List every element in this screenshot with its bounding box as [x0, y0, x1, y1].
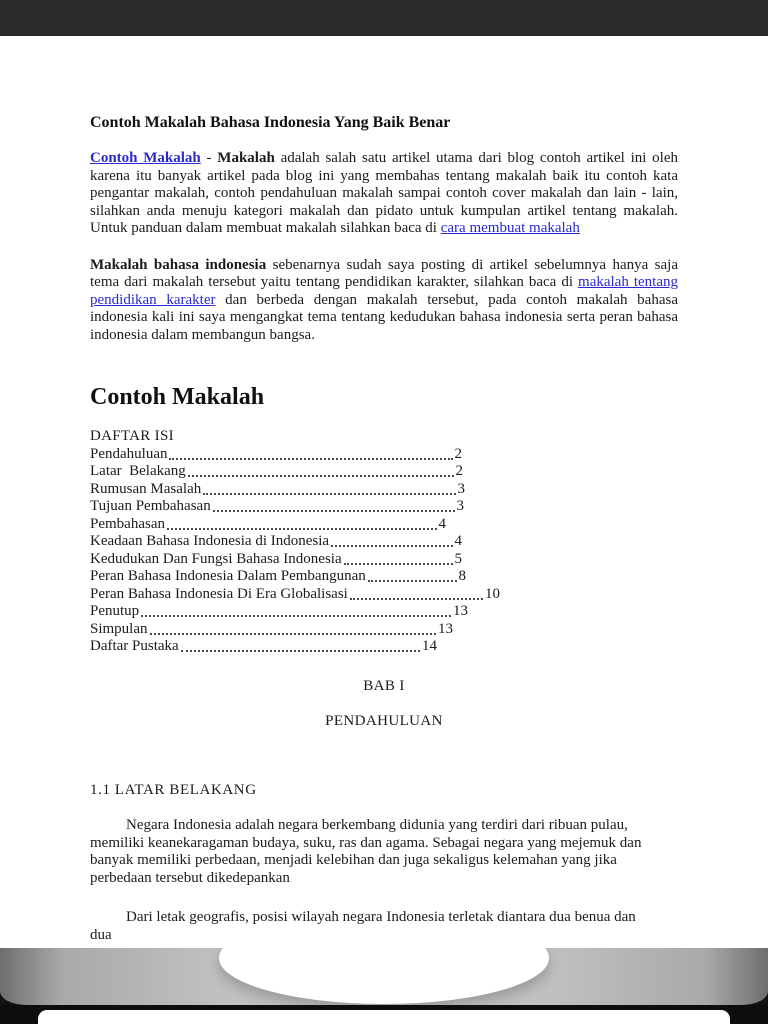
toc-label: Kedudukan Dan Fungsi Bahasa Indonesia — [90, 550, 342, 567]
toc-label: Tujuan Pembahasan — [90, 498, 211, 514]
toc-entry-pendahuluan — [90, 446, 462, 464]
toc-entry-kedudukan-fungsi — [90, 551, 462, 569]
toc-entry-keadaan-bahasa — [90, 533, 462, 551]
dot-leader — [331, 545, 452, 547]
toc-label: Latar Belakang — [90, 463, 186, 479]
toc-heading: DAFTAR ISI — [90, 428, 174, 444]
table-of-contents — [90, 428, 678, 656]
dot-leader — [368, 580, 457, 582]
dot-leader — [141, 615, 451, 617]
intro-text: adalah salah satu artikel utama dari blog contoh artikel ini oleh karena itu banyak artikel pada blog ini yang membahas tentang makalah baik itu contoh kata pengantar makalah, contoh pendahuluan makalah sampai contoh cover makalah dan lain - lain, silahkan anda menuju kategori makalah dan pidato untuk kumpulan artikel tentang makalah. Untuk panduan dalam membuat makalah silahkan baca di — [90, 150, 678, 236]
toc-entry-peran-pembangunan — [90, 568, 466, 586]
para2-bold-lead: Makalah bahasa indonesia — [90, 256, 267, 273]
toc-entry-penutup — [90, 603, 468, 621]
contoh-makalah-link[interactable]: Contoh Makalah — [90, 150, 201, 166]
dot-leader — [181, 650, 420, 652]
toc-page-number: 13 — [453, 603, 468, 619]
dot-leader — [150, 633, 436, 635]
toc-label: Pendahuluan — [90, 445, 168, 462]
dot-leader — [167, 528, 437, 530]
toc-page-number: 4 — [438, 515, 446, 532]
viewer-bottom-bar — [0, 1005, 768, 1024]
toc-page-number: 14 — [422, 638, 437, 654]
toc-page-number: 13 — [438, 620, 453, 637]
intro-separator: - — [200, 150, 218, 166]
dot-leader — [203, 493, 455, 495]
para2-text-2: dan berbeda dengan makalah tersebut, pada contoh makalah bahasa indonesia kali ini saya mengangkat tema tentang kedudukan bahasa indonesia serta peran bahasa indonesia dalam membangun bangsa. — [90, 291, 678, 343]
toc-entry-latar-belakang — [90, 463, 463, 481]
next-page-top-edge — [38, 1010, 730, 1024]
toc-page-number: 2 — [454, 445, 462, 462]
toc-label: Pembahasan — [90, 515, 165, 532]
toc-label: Penutup — [90, 603, 140, 619]
makalah-pendidikan-karakter-link[interactable]: makalah tentang pendidikan karakter — [90, 274, 678, 308]
page-curl — [219, 948, 549, 1004]
toc-page-number: 3 — [456, 498, 464, 514]
toc-page-number: 4 — [454, 533, 462, 549]
dot-leader — [344, 563, 453, 565]
toc-entry-peran-globalisasi — [90, 586, 500, 604]
toc-page-number: 8 — [458, 568, 466, 584]
viewer-top-bar — [0, 0, 768, 36]
latar-belakang-paragraph: Negara Indonesia adalah negara berkembang didunia yang terdiri dari ribuan pulau, memiliki keanekaragaman budaya, suku, ras dan agama. Sebagai negara yang mejemuk dan banyak memiliki perbedaan, menjadi kelebihan dan juga sekaligus kelemahan yang jika perbedaan tersebut dikedepankan — [90, 817, 642, 886]
toc-label: Simpulan — [90, 620, 148, 637]
page-transition-area — [0, 948, 768, 1024]
toc-entry-tujuan-pembahasan — [90, 498, 464, 516]
dot-leader — [350, 598, 483, 600]
dot-leader — [169, 458, 452, 460]
toc-label: Peran Bahasa Indonesia Dalam Pembangunan — [90, 568, 366, 584]
para2-text-1: sebenarnya sudah saya posting di artikel sebelumnya hanya saja tema dari makalah tersebut yaitu tentang pendidikan karakter, silahkan baca di — [90, 256, 678, 290]
cara-membuat-makalah-link[interactable]: cara membuat makalah — [440, 220, 580, 236]
toc-entry-rumusan-masalah — [90, 481, 465, 499]
toc-label: Rumusan Masalah — [90, 480, 202, 497]
toc-page-number: 2 — [455, 463, 463, 479]
toc-page-number: 3 — [457, 480, 465, 497]
chapter-title: PENDAHULUAN — [325, 712, 443, 729]
intro-paragraph — [90, 150, 678, 238]
section-heading: Contoh Makalah — [90, 384, 265, 410]
geografis-paragraph: Dari letak geografis, posisi wilayah negara Indonesia terletak diantara dua benua dan dua — [90, 909, 636, 943]
toc-label: Keadaan Bahasa Indonesia di Indonesia — [90, 533, 330, 549]
document-page — [0, 36, 768, 948]
toc-page-number: 10 — [485, 585, 500, 602]
toc-label: Daftar Pustaka — [90, 638, 179, 654]
page-end-shadow-band — [0, 948, 768, 1005]
subsection-heading: 1.1 LATAR BELAKANG — [90, 782, 257, 798]
toc-entry-simpulan — [90, 621, 453, 639]
toc-page-number: 5 — [454, 550, 462, 567]
intro-bold-makalah: Makalah — [217, 150, 275, 166]
toc-entry-daftar-pustaka — [90, 638, 437, 656]
toc-label: Peran Bahasa Indonesia Di Era Globalisasi — [90, 585, 348, 602]
dot-leader — [188, 475, 454, 477]
chapter-number: BAB I — [363, 677, 405, 694]
dot-leader — [213, 510, 455, 512]
toc-entry-pembahasan — [90, 516, 446, 534]
second-paragraph — [90, 257, 678, 345]
document-title: Contoh Makalah Bahasa Indonesia Yang Baik Benar — [90, 114, 451, 131]
